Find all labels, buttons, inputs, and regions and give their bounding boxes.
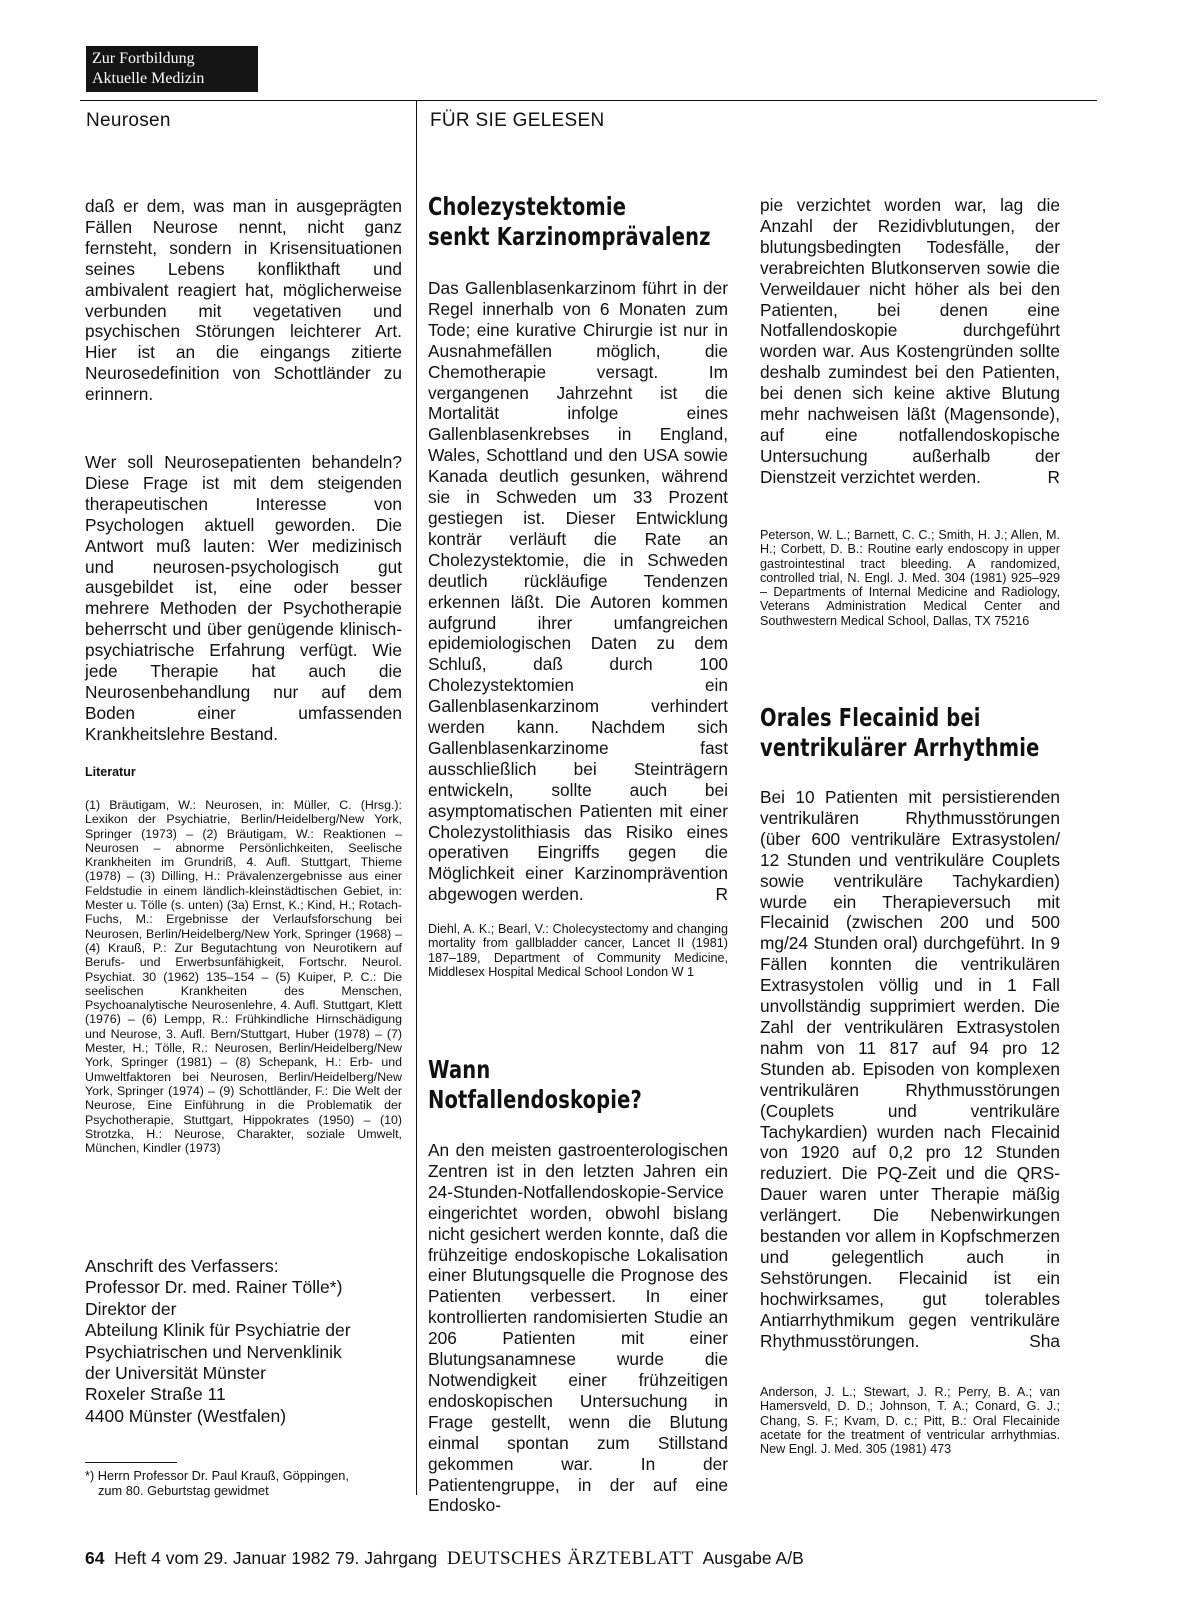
address-line: der Universität Münster xyxy=(85,1363,266,1384)
left-section-title: Neurosen xyxy=(86,110,171,131)
article-2-body-continued xyxy=(760,195,1060,488)
footnote-line-2: zum 80. Geburtstag gewidmet xyxy=(98,1483,269,1498)
address-line: Psychiatrischen und Nervenklinik xyxy=(85,1341,342,1362)
article-2-signature: R xyxy=(1047,466,1060,487)
badge-line-1: Zur Fortbildung xyxy=(92,50,195,67)
article-2-text-continued: pie verzichtet worden war, lag die Anzahl der Rezidivblutungen, der blutungsbedingten Todesfälle, der verabreichten Blutkonserven sowie die Verweildauer nicht höher als bei den Patienten, bei denen eine Notfallendoskopie durchgeführt worden war. Aus Kostengründen sollte deshalb zumindest bei den Patienten, bei denen sich keine aktive Blutung mehr nachweisen läßt (Magensonde), auf eine notfallendoskopische Untersuchung außerhalb der Dienstzeit verzichtet werden. xyxy=(760,195,1060,487)
literature-heading: Literatur xyxy=(85,765,136,779)
article-1-text: Das Gallenblasenkarzinom führt in der Regel innerhalb von 6 Monaten zum Tode; eine kurative Chirurgie ist nur in Ausnahmefällen möglich, die Chemotherapie versagt. Im vergangenen Jahrzehnt ist die Mortalität infolge eines Gallenblasenkrebses in England, Wales, Schottland und den USA sowie Kanada deutlich gesunken, während sie in Schweden um 33 Prozent gestiegen ist. Dieser Entwicklung konträr verläuft die Rate an Cholezystektomie, die in Schweden deutlich rückläufige Tendenzen erkennen läßt. Die Autoren kommen aufgrund ihrer umfangreichen epidemiologischen Daten zu dem Schluß, daß durch 100 Cholezystektomien ein Gallenblasenkarzinom verhindert werden kann. Nachdem sich Gallenblasenkarzinome fast ausschließlich bei Steinträgern entwickeln, sollte auch bei asymptomatischen Patienten mit einer Cholezystolithiasis das Risiko eines operativen Eingriffs gegen die Möglichkeit einer Karzinomprävention abgewogen werden. xyxy=(428,278,728,905)
left-paragraph-1: daß er dem, was man in ausgeprägten Fällen Neurose nennt, nicht ganz fernsteht, sondern in Krisensituationen seines Lebens konflikthaft und ambivalent reagiert hat, möglicherweise verbunden mit vegetativen und psychischen Störungen leichterer Art. Hier ist an die eingangs zitierte Neurosedefinition von Schottländer zu erinnern. xyxy=(85,196,402,405)
edition-info: Ausgabe A/B xyxy=(702,1548,804,1568)
article-1-reference: Diehl, A. K.; Bearl, V.: Cholecystectomy and changing mortality from gallbladder cancer, Lancet II (1981) 187–189, Department of Community Medicine, Middlesex Hospital Medical School London W 1 xyxy=(428,922,728,979)
footnote xyxy=(85,1468,415,1498)
article-1-title-line-1: Cholezystektomie xyxy=(428,192,627,221)
article-3-title-line-2: ventrikulärer Arrhythmie xyxy=(760,733,1040,762)
column-divider xyxy=(416,100,417,1495)
address-line: Direktor der xyxy=(85,1298,177,1319)
section-badge xyxy=(86,46,258,92)
address-line: Abteilung Klinik für Psychiatrie der xyxy=(85,1320,351,1341)
article-1-headline xyxy=(428,192,711,252)
address-line: Professor Dr. med. Rainer Tölle*) xyxy=(85,1277,343,1298)
author-address xyxy=(85,1256,405,1427)
article-1-body xyxy=(428,278,728,905)
magazine-name: DEUTSCHES ÄRZTEBLATT xyxy=(446,1548,694,1569)
article-3-reference: Anderson, J. L.; Stewart, J. R.; Perry, B. A.; van Hamersveld, D. D.; Johnson, T. A.; Conard, G. J.; Chang, S. F.; Kvam, D. c.; Pitt, B.: Oral Flecainide acetate for the treatment of ventricular arrhythmias. New Engl. J. Med. 305 (1981) 473 xyxy=(760,1385,1060,1457)
literature-list: (1) Bräutigam, W.: Neurosen, in: Müller, C. (Hrsg.): Lexikon der Psychiatrie, Berlin/Heidelberg/New York, Springer (1973) – (2) Bräutigam, W.: Reaktionen – Neurosen – abnorme Persönlichkeiten, Seelische Krankheiten im Grundriß, 4. Aufl. Stuttgart, Thieme (1978) – (3) Dilling, H.: Prävalenzergebnisse aus einer Feldstudie in einem ländlich-kleinstädtischen Gebiet, in: Mester u. Tölle (s. unten) (3a) Ernst, K.; Kind, H.; Rotach-Fuchs, M.: Ergebnisse der Verlaufsforschung bei Neurosen, Berlin/Heidelberg/New York, Springer (1968) – (4) Krauß, P.: Zur Begutachtung von Neurotikern auf Berufs- und Erwerbsunfähigkeit, Fortschr. Neurol. Psychiat. 30 (1962) 135–154 – (5) Kuiper, P. C.: Die seelischen Krankheiten des Menschen, Psychoanalytische Neurosenlehre, 4. Aufl. Stuttgart, Klett (1976) – (6) Lempp, R.: Frühkindliche Hirnschädigung und Neurose, 3. Aufl. Bern/Stuttgart, Huber (1978) – (7) Mester, H.; Tölle, R.: Neurosen, Berlin/Heidelberg/New York, Springer (1981) – (8) Schepank, H.: Erb- und Umweltfaktoren bei Neurosen, Berlin/Heidelberg/New York, Springer (1974) – (9) Schottländer, F.: Die Welt der Neurose, Eine Einführung in die Problematik der Psychotherapie, Stuttgart, Hippokrates (1950) – (10) Strotzka, H.: Neurose, Charakter, soziale Umwelt, München, Kindler (1973) xyxy=(85,798,402,1156)
header-rule xyxy=(80,100,1097,101)
badge-line-2: Aktuelle Medizin xyxy=(92,70,205,87)
page-number: 64 xyxy=(85,1548,105,1568)
address-line: Anschrift des Verfassers: xyxy=(85,1256,279,1276)
right-section-title: FÜR SIE GELESEN xyxy=(430,110,605,131)
article-2-title-line-2: Notfallendoskopie? xyxy=(428,1085,642,1114)
issue-info: Heft 4 vom 29. Januar 1982 79. Jahrgang xyxy=(114,1548,438,1568)
page-footer xyxy=(85,1548,804,1570)
article-2-body: An den meisten gastroenterologischen Zentren ist in den letzten Jahren ein 24-Stunden-Notfallendoskopie-Service eingerichtet worden, obwohl bislang nicht gesichert werden konnte, daß die frühzeitige endoskopische Lokalisation einer Blutungsquelle die Prognose des Patienten verbessert. In einer kontrollierten randomisierten Studie an 206 Patienten mit einer Blutungsanamnese wurde die Notwendigkeit einer frühzeitigen endoskopischen Untersuchung in Frage gestellt, wenn die Blutung einmal spontan zum Stillstand gekommen war. In der Patientengruppe, in der auf eine Endosko- xyxy=(428,1140,728,1516)
article-1-title-line-2: senkt Karzinomprävalenz xyxy=(428,222,711,251)
article-3-text: Bei 10 Patienten mit persistierenden ventrikulären Rhythmusstörungen (über 600 ventrikuläre Extrasystolen/ 12 Stunden und ventrikuläre Couplets sowie ventrikuläre Tachykardien) wurde ein Therapieversuch mit Flecainid (zwischen 200 und 500 mg/24 Stunden oral) durchgeführt. In 9 Fällen konnten die ventrikulären Extrasystolen völlig und in 1 Fall unvollständig supprimiert werden. Die Zahl der ventrikulären Extrasystolen nahm von 11 817 auf 94 pro 12 Stunden ab. Episoden von komplexen ventrikulären Rhythmusstörungen (Couplets und ventrikuläre Tachykardien) wurden nach Flecainid von 1920 auf 0,2 pro 12 Stunden reduziert. Die PQ-Zeit und die QRS-Dauer waren unter Therapie mäßig verlängert. Die Nebenwirkungen bestanden vor allem in Kopfschmerzen und gelegentlich auch in Sehstörungen. Flecainid ist ein hochwirksames, gut tolerables Antiarrhythmikum gegen ventrikuläre Rhythmusstörungen. xyxy=(760,787,1060,1351)
article-2-headline xyxy=(428,1055,642,1115)
article-3-signature: Sha xyxy=(1029,1330,1060,1351)
footnote-rule xyxy=(85,1462,177,1463)
left-paragraph-2: Wer soll Neurosepatienten behandeln? Diese Frage ist mit dem steigenden therapeutischen Interesse von Psychologen aktuell geworden. Die Antwort muß lauten: Wer medizinisch und neurosen-psychologisch gut ausgebildet ist, eine oder besser mehrere Methoden der Psychotherapie beherrscht und über genügende klinisch-psychiatrische Erfahrung verfügt. Wie jede Therapie hat auch die Neurosenbehandlung nur auf dem Boden einer umfassenden Krankheitslehre Bestand. xyxy=(85,452,402,744)
address-line: 4400 Münster (Westfalen) xyxy=(85,1405,287,1426)
article-1-signature: R xyxy=(715,884,728,905)
address-line: Roxeler Straße 11 xyxy=(85,1384,226,1405)
article-2-reference: Peterson, W. L.; Barnett, C. C.; Smith, H. J.; Allen, M. H.; Corbett, D. B.: Routine early endoscopy in upper gastrointestinal tract bleeding. A randomized, controlled trial, N. Engl. J. Med. 304 (1981) 925–929 – Departments of Internal Medicine and Radiology, Veterans Administration Medical Center and Southwestern Medical School, Dallas, TX 75216 xyxy=(760,528,1060,628)
article-3-headline xyxy=(760,703,1039,763)
article-3-body xyxy=(760,787,1060,1351)
article-3-title-line-1: Orales Flecainid bei xyxy=(760,703,981,732)
article-2-title-line-1: Wann xyxy=(428,1055,491,1084)
footnote-line-1: *) Herrn Professor Dr. Paul Krauß, Göppingen, xyxy=(85,1468,349,1483)
